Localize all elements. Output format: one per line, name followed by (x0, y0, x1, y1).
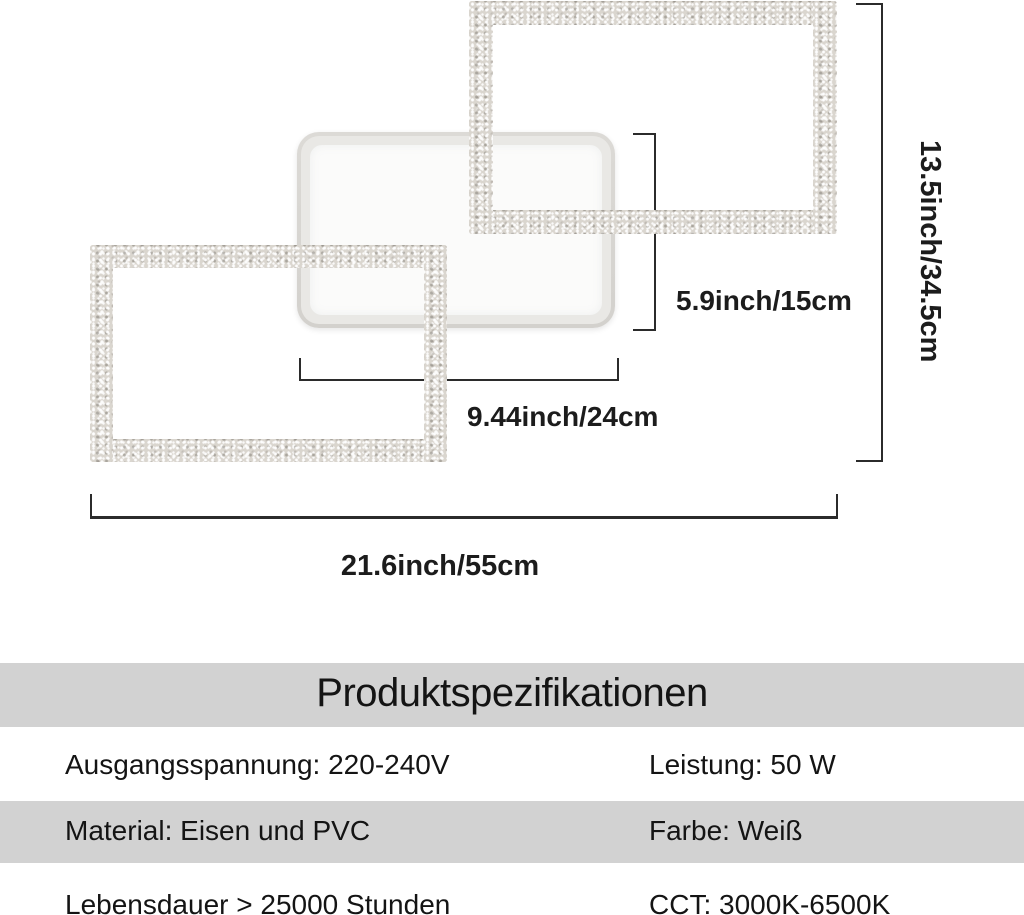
spec-lifespan: Lebensdauer > 25000 Stunden (65, 889, 451, 915)
spec-color: Farbe: Weiß (649, 815, 803, 846)
dim-tick (856, 3, 883, 5)
frame-bar (813, 1, 837, 234)
frame-bar (469, 1, 837, 25)
dim-label-panel-height: 5.9inch/15cm (676, 285, 852, 316)
dim-label-panel-width: 9.44inch/24cm (467, 401, 659, 432)
spec-cct: CCT: 3000K-6500K (649, 889, 891, 915)
frame-bar (469, 210, 837, 234)
spec-output-voltage: Ausgangsspannung: 220-240V (65, 749, 450, 780)
dim-tick (90, 494, 92, 519)
spec-power: Leistung: 50 W (649, 749, 836, 780)
spec-material: Material: Eisen und PVC (65, 815, 371, 846)
dim-label-total-height: 13.5inch/34.5cm (913, 140, 946, 363)
dim-tick (856, 460, 883, 462)
frame-bar (90, 439, 447, 462)
dim-tick (836, 494, 838, 519)
spec-section-title: Produktspezifikationen (316, 671, 708, 715)
dim-line-total-height (881, 3, 883, 462)
dim-tick (633, 329, 656, 331)
frame-bar (469, 1, 493, 234)
dim-label-total-width: 21.6inch/55cm (340, 550, 540, 582)
dim-tick (617, 358, 619, 381)
crystal-frame-top-right (469, 1, 837, 234)
dim-line-total-width (90, 516, 838, 519)
frame-bar (90, 245, 447, 268)
frame-bar (424, 245, 447, 462)
crystal-frame-left (90, 245, 447, 462)
frame-bar (90, 245, 113, 462)
